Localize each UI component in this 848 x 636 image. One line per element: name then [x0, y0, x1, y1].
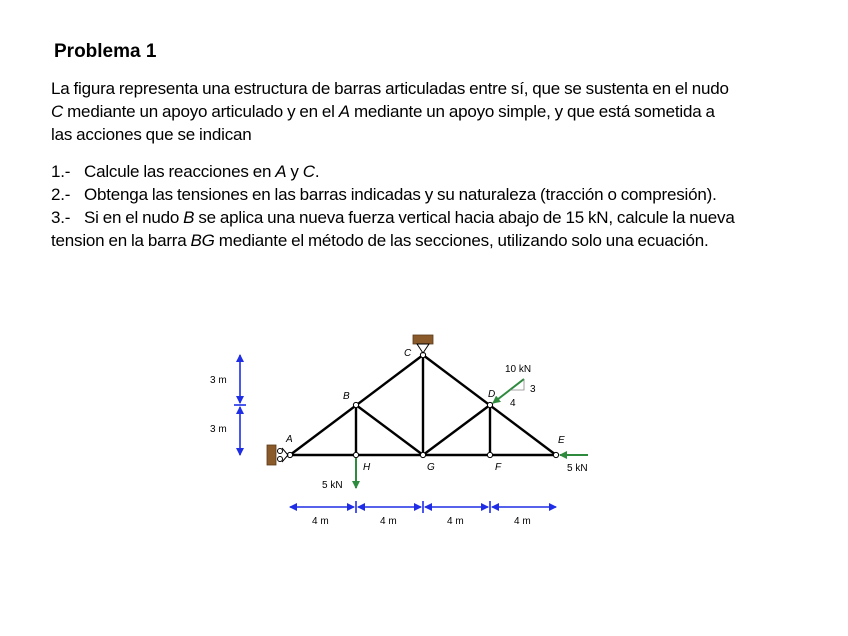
dim-label-4m-1: 4 m: [312, 516, 329, 527]
question-1-period: .: [314, 162, 320, 181]
joint-g: [420, 452, 425, 457]
load-d-label: 10 kN: [505, 364, 532, 375]
joint-d: [487, 402, 492, 407]
node-label-e: E: [558, 435, 565, 446]
question-2-text: Obtenga las tensiones en las barras indicadas y su naturaleza (tracción o compresión).: [84, 185, 717, 204]
load-e-label: 5 kN: [567, 463, 588, 474]
dim-label-3m-upper: 3 m: [210, 375, 227, 386]
joint-f: [487, 452, 492, 457]
intro-line-1: La figura representa una estructura de barras articuladas entre sí, que se sustenta en el nudo: [51, 79, 729, 98]
node-label-c: C: [404, 348, 412, 359]
node-label-d: D: [488, 389, 496, 400]
node-ref-a: A: [275, 162, 287, 181]
node-label-g: G: [427, 462, 435, 473]
node-ref-c: C: [51, 102, 64, 121]
dim-label-4m-4: 4 m: [514, 516, 531, 527]
support-c-icon: [413, 335, 433, 353]
slope-run-label: 4: [510, 398, 516, 409]
joint-e: [553, 452, 558, 457]
joint-h: [353, 452, 358, 457]
question-1-text: Calcule las reacciones en: [84, 162, 276, 181]
dim-label-4m-3: 4 m: [447, 516, 464, 527]
node-label-a: A: [286, 434, 293, 445]
question-2-number: 2.-: [51, 185, 71, 204]
member-b-g: [356, 405, 423, 455]
load-d-arrow: [493, 379, 524, 403]
support-a-icon: [267, 445, 288, 465]
intro-line-3: las acciones que se indican: [51, 125, 252, 144]
load-h-label: 5 kN: [322, 480, 343, 491]
intro-line-2-text: mediante un apoyo articulado y en el: [63, 102, 339, 121]
node-ref-b: B: [183, 208, 195, 227]
node-label-h: H: [363, 462, 371, 473]
node-ref-a: A: [338, 102, 350, 121]
question-3-text-2: tension en la barra: [51, 231, 191, 250]
question-1-conj: y: [286, 162, 303, 181]
intro-line-2-end: mediante un apoyo simple, y que está sometida a: [349, 102, 715, 121]
node-label-b: B: [343, 391, 350, 402]
member-d-g: [423, 405, 490, 455]
dim-label-3m-lower: 3 m: [210, 424, 227, 435]
node-ref-c: C: [302, 162, 315, 181]
problem-title: Problema 1: [54, 41, 157, 62]
question-3-text-3: mediante el método de las secciones, utilizando solo una ecuación.: [214, 231, 709, 250]
node-label-f: F: [495, 462, 502, 473]
question-3-text: Si en el nudo: [84, 208, 184, 227]
question-1-number: 1.-: [51, 162, 71, 181]
horizontal-dimensions: [290, 501, 556, 513]
slope-rise-label: 3: [530, 384, 536, 395]
member-ref-bg: BG: [190, 231, 215, 250]
question-3-text-cont: se aplica una nueva fuerza vertical hacia abajo de 15 kN, calcule la nueva: [194, 208, 735, 227]
vertical-dimensions: [234, 355, 246, 455]
question-3-number: 3.-: [51, 208, 71, 227]
dim-label-4m-2: 4 m: [380, 516, 397, 527]
joint-b: [353, 402, 358, 407]
